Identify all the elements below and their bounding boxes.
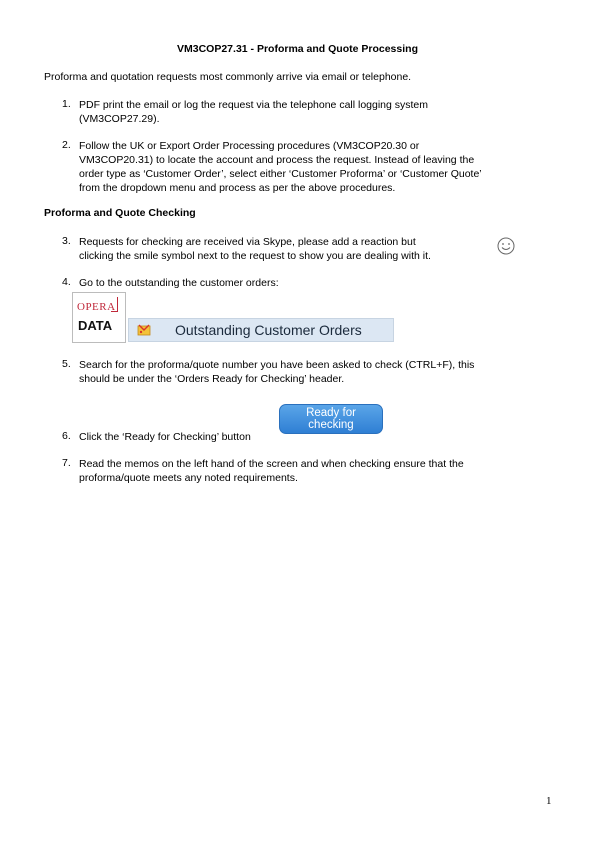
button-label	[306, 407, 356, 431]
button-label-line: checking	[308, 419, 354, 431]
step-line: from the dropdown menu and process as per the above procedures.	[79, 182, 396, 194]
ready-for-checking-button[interactable]	[279, 404, 383, 434]
step-1-text	[79, 98, 549, 126]
button-label-line: Ready for	[306, 407, 356, 419]
orders-icon	[137, 323, 151, 336]
step-line: proforma/quote meets any noted requirements.	[79, 472, 298, 484]
step-line: Go to the outstanding the customer orders:	[79, 277, 279, 289]
step-number: 3.	[62, 235, 71, 247]
page-number: 1	[546, 795, 552, 807]
step-number: 6.	[62, 430, 71, 442]
step-number: 5.	[62, 358, 71, 370]
step-4-text	[79, 276, 549, 290]
step-3-text	[79, 235, 549, 263]
section-heading: Proforma and Quote Checking	[44, 207, 196, 219]
step-line: clicking the smile symbol next to the request to show you are dealing with it.	[79, 250, 431, 262]
step-line: Requests for checking are received via Skype, please add a reaction but	[79, 236, 416, 248]
outstanding-orders-label: Outstanding Customer Orders	[175, 322, 362, 338]
step-number: 4.	[62, 276, 71, 288]
step-number: 7.	[62, 457, 71, 469]
intro-text: Proforma and quotation requests most commonly arrive via email or telephone.	[44, 71, 412, 83]
step-2-text	[79, 139, 549, 195]
opera-data-logo[interactable]	[72, 292, 126, 343]
step-line: Follow the UK or Export Order Processing procedures (VM3COP20.30 or	[79, 140, 420, 152]
step-line: PDF print the email or log the request via the telephone call logging system	[79, 99, 429, 111]
step-number: 2.	[62, 139, 71, 151]
step-line: Search for the proforma/quote number you have been asked to check (CTRL+F), this	[79, 359, 475, 371]
step-line: Click the ‘Ready for Checking’ button	[79, 431, 251, 443]
step-line: should be under the ‘Orders Ready for Checking’ header.	[79, 373, 345, 385]
step-line: Read the memos on the left hand of the screen and when checking ensure that the	[79, 458, 464, 470]
opera-logo-text: OPERA	[77, 301, 116, 313]
step-line: (VM3COP27.29).	[79, 113, 160, 125]
smile-icon[interactable]	[496, 236, 516, 256]
step-6-text	[79, 430, 279, 444]
logo-bracket	[111, 297, 118, 312]
step-line: VM3COP20.31) to locate the account and process the request. Instead of leaving the	[79, 154, 475, 166]
step-line: order type as ‘Customer Order’, select either ‘Customer Proforma’ or ‘Customer Quote’	[79, 168, 482, 180]
outstanding-customer-orders-button[interactable]	[128, 318, 394, 342]
step-number: 1.	[62, 98, 71, 110]
step-5-text	[79, 358, 549, 386]
page-title: VM3COP27.31 - Proforma and Quote Processing	[177, 43, 418, 55]
data-logo-text: DATA	[78, 318, 113, 333]
step-7-text	[79, 457, 549, 485]
